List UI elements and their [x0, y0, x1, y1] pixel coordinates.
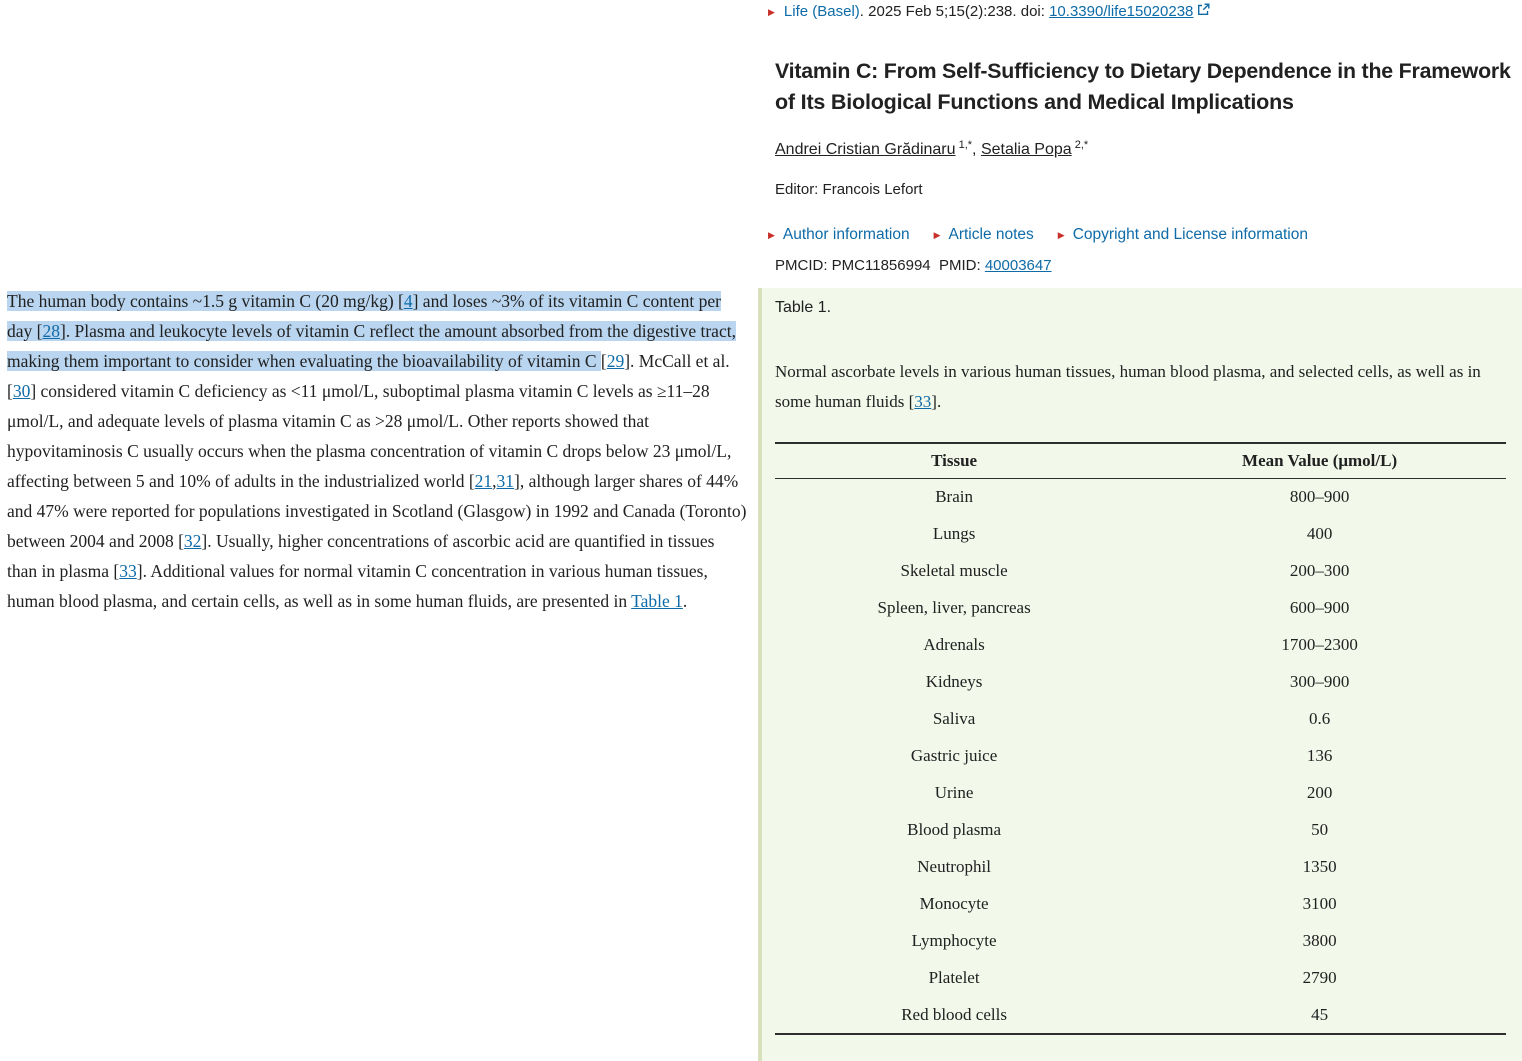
column-header: Mean Value (μmol/L) — [1242, 451, 1398, 470]
citation-link[interactable]: 32 — [183, 531, 202, 551]
tissue-cell: Saliva — [932, 709, 976, 728]
citation-text: . 2025 Feb 5;15(2):238. doi: — [859, 3, 1050, 20]
text-segment: , — [492, 471, 497, 491]
value-cell: 300–900 — [1289, 672, 1350, 691]
tissue-cell: Monocyte — [919, 894, 989, 913]
page-title — [775, 56, 1511, 117]
table-row — [775, 701, 1506, 738]
text-segment: ] and loses ~3% of its vitamin C content per day [ — [7, 291, 721, 341]
text-segment: ] considered vitamin C deficiency as <11 μmol/L, suboptimal plasma vitamin C levels as ≥11–28 μmol/L, and adequate levels of plasma vitamin C as >28 μmol/L. Other reports showed that hypovitaminosis C usually occurs when the plasma concentration of vitamin C drops below 23 μmol/L, affecting between 5 and 10% of adults in the industrialized world [ — [7, 381, 732, 491]
table-wrap-panel — [758, 288, 1522, 1061]
value-cell: 45 — [1311, 1004, 1329, 1024]
value-cell: 800–900 — [1289, 487, 1350, 507]
pmcid-value: PMC11856994 — [831, 257, 931, 274]
pmid-link[interactable]: 40003647 — [984, 257, 1052, 274]
text-segment: ]. Plasma and leukocyte levels of vitamin C reflect the amount absorbed from the digestive tract, making them important to consider when evaluating the bioavailability of vitamin C — [7, 321, 736, 371]
text-segment: Normal ascorbate levels in various human tissues, human blood plasma, and selected cells, as well as in some human fluids [ — [775, 362, 1481, 411]
triangle-icon: ▶ — [933, 229, 941, 240]
ascorbate-levels-table — [775, 442, 1506, 1035]
author-affiliation-sup: 1,* — [955, 139, 973, 151]
value-cell: 200 — [1306, 783, 1333, 802]
table-label: Table 1. — [775, 299, 832, 316]
table-head — [775, 443, 1506, 479]
triangle-icon: ▶ — [768, 6, 775, 17]
table-row — [775, 553, 1506, 590]
pmcid-label: PMCID: — [775, 257, 832, 274]
value-cell: 2790 — [1302, 968, 1337, 987]
triangle-icon: ▶ — [1057, 229, 1065, 240]
editor-label: Editor: — [775, 181, 823, 198]
tissue-cell: Adrenals — [923, 635, 985, 654]
text-segment: . — [682, 591, 688, 611]
ids-gap — [931, 257, 939, 274]
table-row — [775, 738, 1506, 775]
disclosure-item-copyright-license-information — [1058, 225, 1308, 245]
value-cell: 3100 — [1302, 894, 1337, 913]
tissue-cell: Skeletal muscle — [900, 561, 1008, 580]
table-row — [775, 664, 1506, 701]
table-row — [775, 627, 1506, 664]
value-cell: 136 — [1306, 746, 1333, 765]
title-line-2: of Its Biological Functions and Medical Implications — [775, 89, 1294, 114]
table-body — [775, 479, 1506, 1034]
value-cell: 200–300 — [1289, 561, 1350, 580]
tissue-cell: Lungs — [932, 524, 976, 543]
table-header-row — [775, 443, 1506, 479]
editor-name: Francois Lefort — [822, 181, 923, 198]
tissue-cell: Kidneys — [925, 672, 983, 691]
table-row — [775, 997, 1506, 1034]
tissue-cell: Red blood cells — [901, 1004, 1007, 1024]
text-segment: ], although larger shares of 44% and 47% were reported for populations investigated in Scotland (Glasgow) in 1992 and Canada (Toronto) between 2004 and 2008 [ — [7, 471, 747, 551]
author-link[interactable]: Setalia Popa — [980, 141, 1072, 158]
citation-link[interactable]: 21 — [474, 471, 493, 491]
table-row — [775, 590, 1506, 627]
article-ids-line — [775, 256, 1052, 276]
disclosure-item-article-notes — [934, 225, 1034, 245]
text-segment: [ — [600, 351, 607, 371]
journal-link[interactable]: Life (Basel) — [783, 3, 860, 20]
pmid-label: PMID: — [938, 257, 985, 274]
citation-link[interactable]: 33 — [914, 392, 932, 411]
value-cell: 1700–2300 — [1281, 635, 1358, 654]
citation-link[interactable]: 28 — [42, 321, 60, 341]
column-header: Tissue — [931, 451, 978, 470]
value-cell: 600–900 — [1289, 598, 1350, 617]
journal-citation-line — [768, 2, 1210, 22]
title-line-1: Vitamin C: From Self-Sufficiency to Dietary Dependence in the Framework — [775, 59, 1511, 83]
tissue-cell: Gastric juice — [910, 746, 998, 765]
citation-link[interactable]: 31 — [496, 471, 515, 491]
triangle-icon: ▶ — [768, 229, 775, 240]
table-row — [775, 516, 1506, 553]
text-segment: The human body contains ~1.5 g vitamin C (20 mg/kg) [ — [7, 291, 404, 311]
table-row — [775, 812, 1506, 849]
article-paragraph — [7, 286, 748, 616]
citation-link[interactable]: 33 — [119, 561, 137, 581]
tissue-cell: Blood plasma — [907, 820, 1002, 839]
author-information-link[interactable]: Author information — [782, 226, 910, 243]
value-cell: 3800 — [1302, 931, 1337, 950]
table-row — [775, 923, 1506, 960]
tissue-cell: Lymphocyte — [911, 931, 997, 950]
value-cell: 0.6 — [1308, 709, 1331, 728]
text-segment: ]. Usually, higher concentrations of ascorbic acid are quantified in tissues than in plasma [ — [7, 531, 715, 581]
article-notes-link[interactable]: Article notes — [948, 226, 1034, 243]
doi-link[interactable]: 10.3390/life15020238 — [1049, 3, 1194, 20]
citation-link[interactable]: 30 — [12, 381, 31, 401]
table-row — [775, 775, 1506, 812]
tissue-cell: Spleen, liver, pancreas — [877, 598, 1031, 617]
authors-line — [775, 134, 1088, 161]
text-segment: ]. — [931, 392, 942, 411]
citation-link[interactable]: Table 1 — [631, 591, 683, 611]
tissue-cell: Urine — [934, 783, 974, 802]
table-caption — [775, 357, 1501, 417]
table-row — [775, 886, 1506, 923]
citation-link[interactable]: 29 — [606, 351, 625, 371]
editor-line — [775, 180, 923, 200]
tissue-cell: Brain — [935, 487, 973, 507]
disclosure-links — [768, 225, 1308, 245]
value-cell: 50 — [1311, 820, 1329, 839]
table-row — [775, 479, 1506, 516]
copyright-license-information-link[interactable]: Copyright and License information — [1072, 226, 1308, 243]
value-cell: 400 — [1306, 524, 1333, 543]
external-link-icon — [1197, 2, 1210, 22]
table-row — [775, 849, 1506, 886]
author-link[interactable]: Andrei Cristian Grădinaru — [775, 141, 956, 158]
disclosure-item-author-information — [768, 225, 910, 245]
table-row — [775, 960, 1506, 997]
author-affiliation-sup: 2,* — [1071, 139, 1089, 151]
text-segment: ]. Additional values for normal vitamin C concentration in various human tissues, human blood plasma, and certain cells, as well as in some human fluids, are presented in — [7, 561, 708, 611]
text-segment: ]. McCall et al. [ — [7, 351, 730, 401]
citation-link[interactable]: 4 — [403, 291, 413, 311]
tissue-cell: Neutrophil — [917, 857, 991, 876]
author-separator: , — [972, 141, 981, 158]
value-cell: 1350 — [1302, 857, 1337, 876]
tissue-cell: Platelet — [928, 968, 980, 987]
